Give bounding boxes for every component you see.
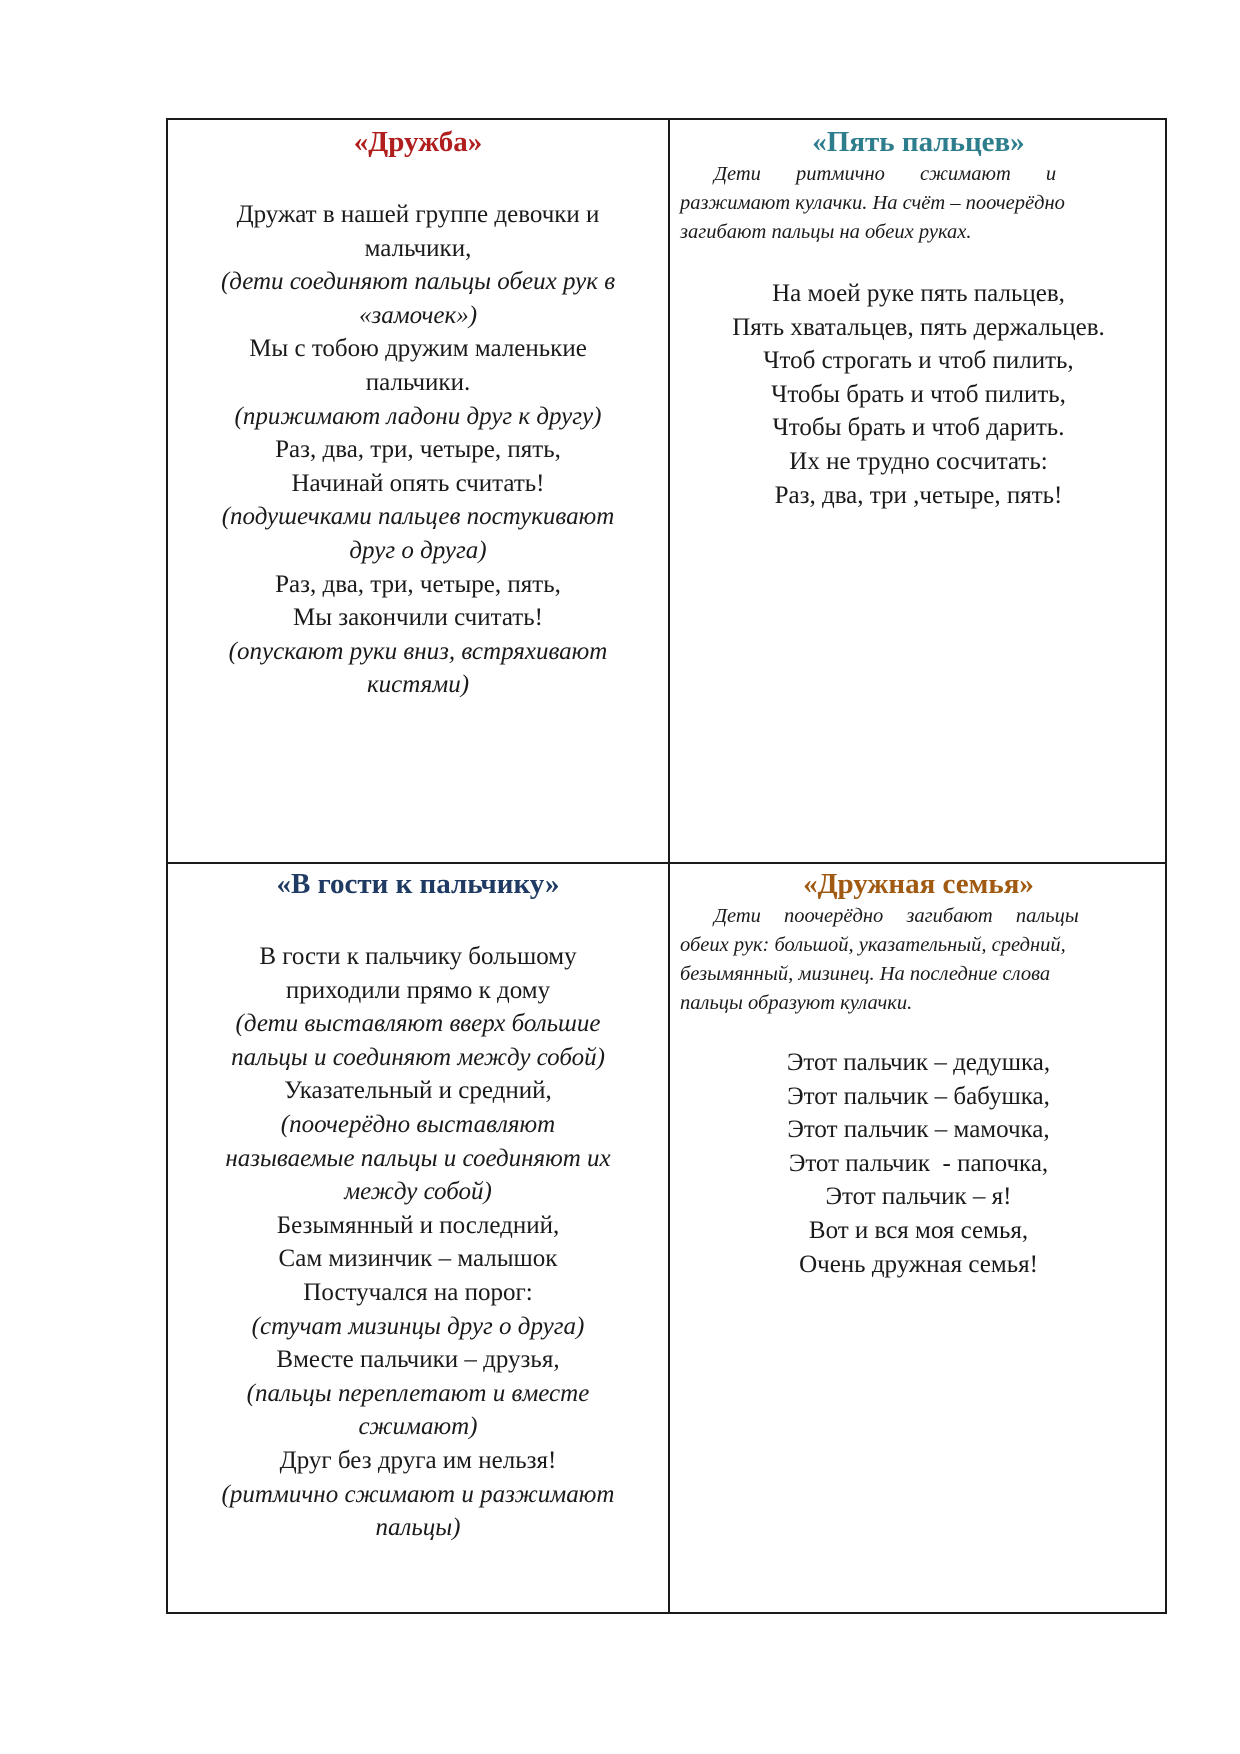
card-druzhnaya-semya: [670, 864, 1167, 1612]
card-v-gosti: [168, 864, 668, 1612]
stage-direction: (подушечками пальцев постукивают: [221, 503, 615, 531]
intro-instructions: [670, 160, 1167, 247]
card-title: «Дружба»: [353, 126, 483, 158]
stage-direction: (прижимают ладони друг к другу): [234, 402, 602, 430]
stage-direction: «замочек»): [358, 301, 478, 329]
poem-line: Постучался на порог:: [303, 1278, 533, 1306]
card-druzhba: [168, 120, 668, 862]
poem-line: Чтобы брать и чтоб пилить,: [771, 380, 1066, 408]
poem-line: Этот пальчик – я!: [825, 1183, 1012, 1211]
poem-line: Раз, два, три, четыре, пять,: [275, 570, 561, 598]
poem: [168, 198, 668, 702]
card-pyat-paltsev: [670, 120, 1167, 862]
poem-line: На моей руке пять пальцев,: [772, 280, 1065, 307]
stage-direction: (стучат мизинцы друг о друга): [251, 1312, 585, 1340]
poem-line: Раз, два, три, четыре, пять,: [275, 436, 561, 464]
poem-line: пальчики.: [365, 368, 471, 396]
poem: [670, 277, 1167, 512]
intro-instructions: [670, 902, 1167, 1018]
poem-line: Этот пальчик - папочка,: [788, 1149, 1049, 1177]
poem-line: Пять хватальцев, пять держальцев.: [732, 313, 1105, 341]
poem-line: Безымянный и последний,: [276, 1211, 560, 1239]
stage-direction: называемые пальцы и соединяют их: [225, 1144, 611, 1172]
stage-direction: (дети выставляют вверх большие: [235, 1010, 601, 1038]
stage-direction: (поочерёдно выставляют: [280, 1110, 556, 1138]
poem-line: Чтобы брать и чтоб дарить.: [772, 414, 1065, 442]
intro-line: Дети поочерёдно загибают пальцы: [714, 905, 1079, 927]
intro-line: безымянный, мизинец. На последние слова: [680, 963, 1051, 985]
poem-line: мальчики,: [364, 234, 472, 262]
intro-line: Дети ритмично сжимают и: [714, 163, 1057, 185]
stage-direction: пальцы): [375, 1514, 461, 1542]
poem-line: Начинай опять считать!: [291, 469, 545, 497]
poem-line: Вместе пальчики – друзья,: [276, 1346, 560, 1374]
poem-line: Друг без друга им нельзя!: [279, 1446, 557, 1474]
stage-direction: пальцы и соединяют между собой): [231, 1043, 605, 1071]
poem-line: Вот и вся моя семья,: [808, 1216, 1029, 1244]
card-title: «Дружная семья»: [803, 868, 1034, 900]
poem-line: Мы с тобою дружим маленькие: [249, 335, 587, 363]
intro-line: обеих рук: большой, указательный, средний,: [680, 934, 1066, 956]
poem: [670, 1046, 1167, 1281]
card-title: «В гости к пальчику»: [276, 868, 560, 900]
poem-line: приходили прямо к дому: [285, 976, 551, 1004]
card-title: «Пять пальцев»: [812, 126, 1025, 158]
stage-direction: кистями): [366, 671, 470, 699]
poem-line: Этот пальчик – бабушка,: [787, 1082, 1050, 1110]
poem-line: Указательный и средний,: [284, 1077, 552, 1105]
poem-line: Этот пальчик – мамочка,: [787, 1116, 1050, 1144]
poem-line: Этот пальчик – дедушка,: [786, 1049, 1051, 1076]
poem-line: В гости к пальчику большому: [259, 943, 577, 970]
stage-direction: (ритмично сжимают и разжимают: [221, 1480, 615, 1508]
poem-line: Сам мизинчик – малышок: [278, 1245, 558, 1273]
stage-direction: (пальцы переплетают и вместе: [246, 1379, 590, 1407]
poem: [168, 940, 668, 1545]
poem-line: Раз, два, три ,четыре, пять!: [774, 481, 1063, 509]
poem-line: Очень дружная семья!: [799, 1250, 1038, 1278]
intro-line: загибают пальцы на обеих руках.: [680, 221, 972, 243]
stage-direction: (опускают руки вниз, встряхивают: [228, 637, 608, 665]
stage-direction: сжимают): [358, 1413, 478, 1441]
poem-line: Мы закончили считать!: [293, 604, 543, 632]
stage-direction: между собой): [344, 1178, 492, 1206]
stage-direction: друг о друга): [349, 536, 487, 564]
intro-line: пальцы образуют кулачки.: [680, 992, 913, 1014]
poem-line: Чтоб строгать и чтоб пилить,: [763, 347, 1074, 375]
rhymes-table: [166, 118, 1167, 1614]
stage-direction: (дети соединяют пальцы обеих рук в: [220, 268, 616, 296]
poem-line: Дружат в нашей группе девочки и: [236, 201, 600, 228]
poem-line: Их не трудно сосчитать:: [789, 447, 1048, 475]
intro-line: разжимают кулачки. На счёт – поочерёдно: [680, 192, 1065, 214]
